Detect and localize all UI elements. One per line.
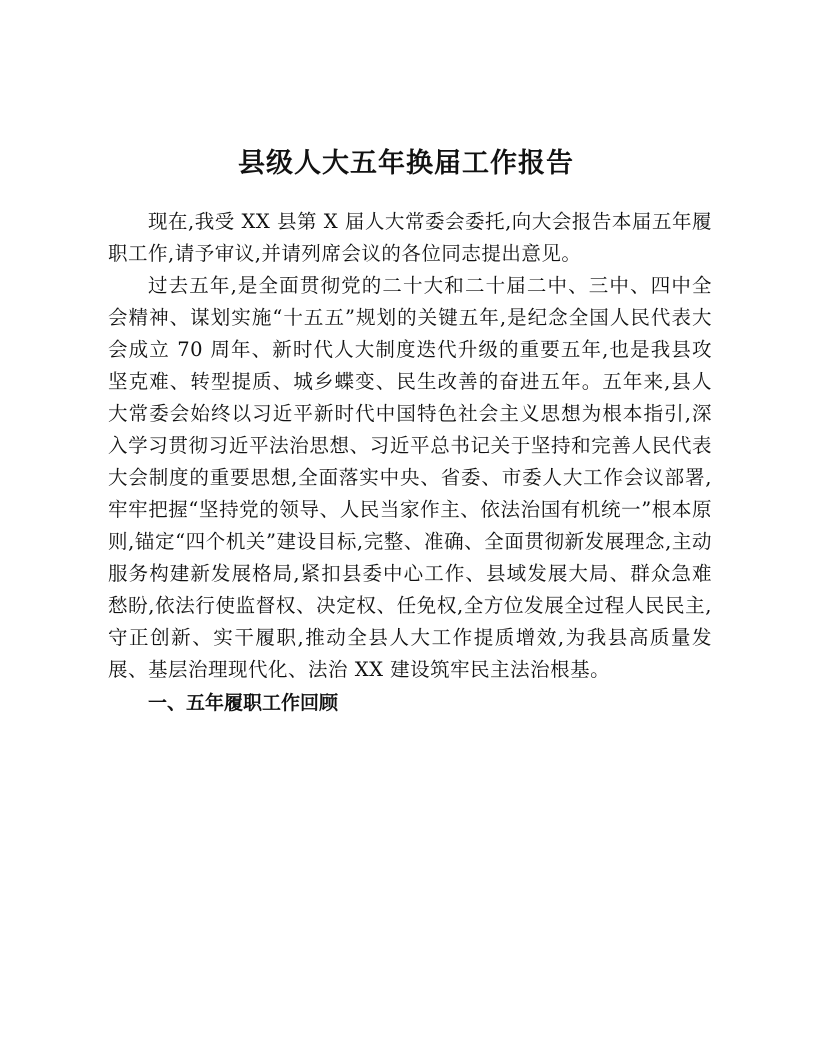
document-title: 县级人大五年换届工作报告 bbox=[238, 148, 574, 179]
section-heading: 一、五年履职工作回顾 bbox=[148, 692, 339, 714]
intro-paragraph: 现在,我受 XX 县第 X 届人大常委会委托,向大会报告本届五年履职工作,请予审议,并请列席会议的各位同志提出意见。 bbox=[108, 210, 712, 265]
document-page bbox=[108, 140, 712, 720]
body-paragraph: 过去五年,是全面贯彻党的二十大和二十届二中、三中、四中全会精神、谋划实施“十五五”规划的关键五年,是纪念全国人民代表大会成立 70 周年、新时代人大制度迭代升级的重要五年,也是我县攻坚克难、转型提质、城乡蝶变、民生改善的奋进五年。五年来,县人大常委会始终以习近平新时代中国特色社会主义思想为根本指引,深入学习贯彻习近平法治思想、习近平总书记关于坚持和完善人民代表大会制度的重要思想,全面落实中央、省委、市委人大工作会议部署,牢牢把握“坚持党的领导、人民当家作主、依法治国有机统一”根本原则,锚定“四个机关”建设目标,完整、准确、全面贯彻新发展理念,主动服务构建新发展格局,紧扣县委中心工作、县域发展大局、群众急难愁盼,依法行使监督权、决定权、任免权,全方位发展全过程人民民主,守正创新、实干履职,推动全县人大工作提质增效,为我县高质量发展、基层治理现代化、法治 XX 建设筑牢民主法治根基。 bbox=[108, 274, 712, 681]
